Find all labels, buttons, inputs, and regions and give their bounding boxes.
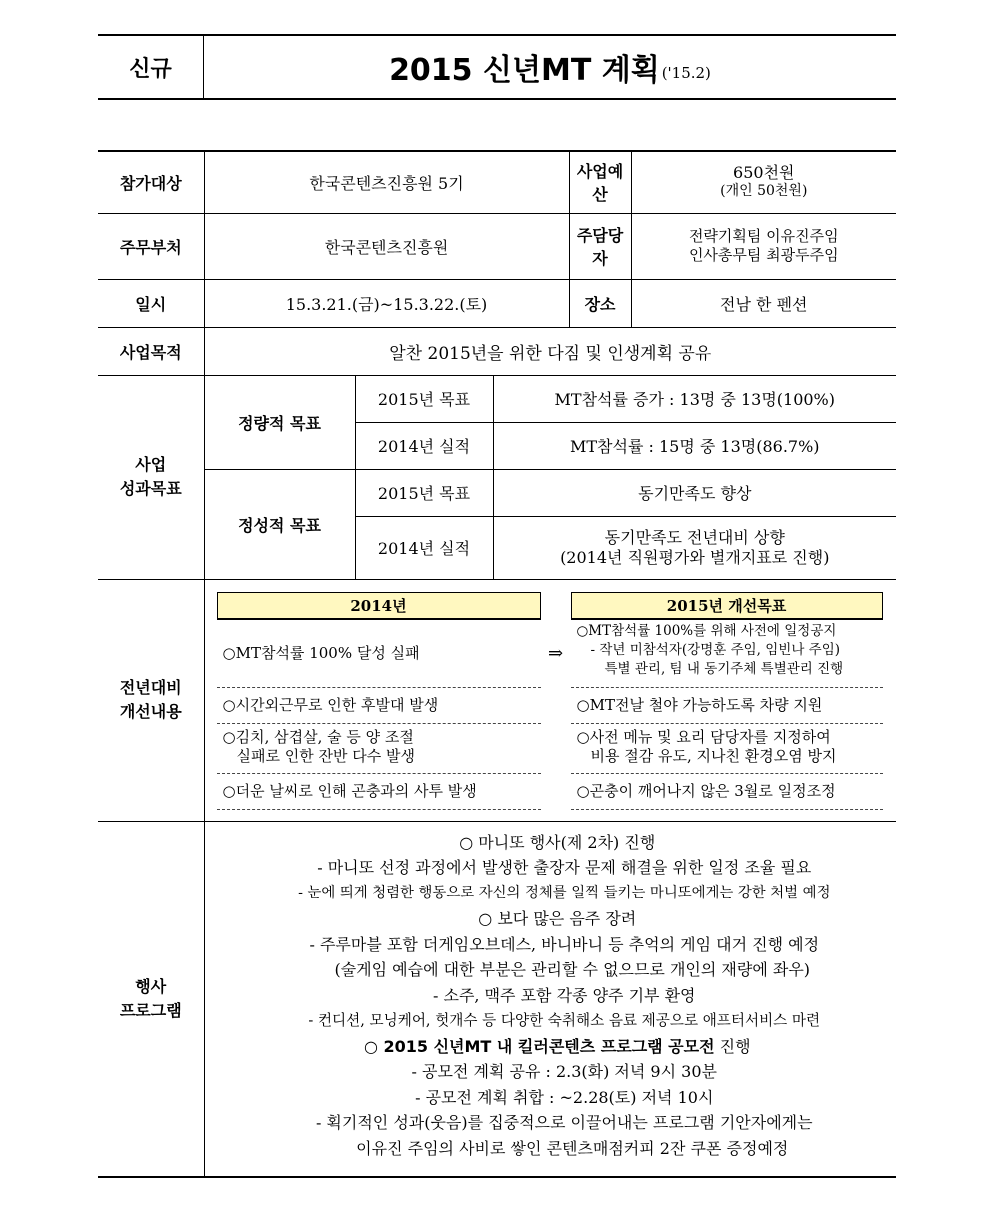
row-participants: [98, 151, 896, 213]
improvement-next-1: [571, 620, 883, 688]
program-line-4: ○ 보다 많은 음주 장려: [478, 909, 637, 928]
participants-value: 한국콘텐츠진흥원 5기: [204, 151, 569, 213]
manager-label: 주담당자: [569, 213, 631, 279]
improvement-label-1: 전년대비: [119, 678, 182, 697]
improvement-head-prev: 2014년: [217, 592, 541, 620]
new-tag: 신규: [98, 36, 204, 98]
improvement-next-2: ○MT전날 철야 가능하도록 차량 지원: [571, 688, 883, 724]
program-line-8: - 컨디션, 모닝케어, 헛개수 등 다양한 숙취해소 음료 제공으로 애프터서비스 마련: [308, 1012, 821, 1029]
dept-value: 한국콘텐츠진흥원: [204, 213, 569, 279]
goal-row-3: [98, 469, 896, 516]
program-line-11: - 공모전 계획 취합 : ~2.28(토) 저녁 10시: [415, 1087, 714, 1107]
budget-total: 650천원: [733, 163, 795, 183]
document-header: [98, 34, 896, 100]
improvement-prev-2: ○시간외근무로 인한 후발대 발생: [217, 688, 541, 724]
goals-label-2: 성과목표: [119, 479, 182, 498]
document-date: ('15.2): [661, 64, 711, 82]
budget-value: [631, 151, 896, 213]
budget-label-cell: [569, 151, 631, 213]
document-title-wrap: [204, 36, 896, 98]
place-label: 장소: [569, 279, 631, 327]
place-value: 전남 한 펜션: [631, 279, 896, 327]
quant-goal-label: 정량적 목표: [204, 375, 355, 469]
budget-personal: (개인 50천원): [720, 183, 808, 200]
improvement-label-2: 개선내용: [119, 702, 182, 721]
dept-label: 주무부처: [98, 213, 204, 279]
improvement-prev-3-line-2: 실패로 인한 잔반 다수 발생: [236, 746, 415, 765]
improvement-next-4: ○곤충이 깨어나지 않은 3월로 일정조정: [571, 774, 883, 810]
goal-period-4: 2014년 실적: [355, 516, 493, 579]
program-line-3: - 눈에 띄게 청렴한 행동으로 자신의 정체를 일찍 들키는 마니또에게는 강한 처벌 예정: [298, 884, 831, 901]
program-contest-title: ○ 2015 신년MT 내 킬러콘텐츠 프로그램 공모전: [363, 1036, 715, 1056]
program-label: [98, 821, 204, 1177]
improvement-prev-3-line-1: ○김치, 삼겹살, 술 등 양 조절: [222, 727, 414, 746]
program-label-1: 행사: [135, 976, 167, 996]
improvement-next-3-line-1: ○사전 메뉴 및 요리 담당자를 지정하여: [576, 727, 831, 746]
improvement-next-3: [571, 724, 883, 774]
goal-content-4-line-2: (2014년 직원평가와 별개지표로 진행): [560, 547, 830, 567]
goal-content-4-line-1: 동기만족도 전년대비 상향: [604, 527, 785, 547]
program-line-6: (술게임 예습에 대한 부분은 관리할 수 없으므로 개인의 재량에 좌우): [334, 960, 811, 979]
program-line-10: - 공모전 계획 공유 : 2.3(화) 저녁 9시 30분: [411, 1062, 717, 1081]
qual-goal-label: 정성적 목표: [204, 469, 355, 579]
budget-label: 사업예산: [576, 162, 624, 205]
improvement-head-next: 2015년 개선목표: [571, 592, 883, 620]
date-value: 15.3.21.(금)~15.3.22.(토): [204, 279, 569, 327]
program-line-2: - 마니또 선정 과정에서 발생한 출장자 문제 해결을 위한 일정 조율 필요: [317, 858, 812, 877]
improvement-grid: [217, 592, 885, 810]
program-line-12: - 획기적인 성과(웃음)를 집중적으로 이끌어내는 프로그램 기안자에게는: [315, 1113, 813, 1132]
goal-content-4: [493, 516, 896, 579]
participants-label: 참가대상: [98, 151, 204, 213]
improvement-content: [204, 579, 896, 821]
improvement-arrow-spacer-2: [541, 688, 571, 724]
row-program: [98, 821, 896, 1177]
plan-table: [98, 150, 896, 1178]
program-line-5: - 주루마블 포함 더게임오브데스, 바니바니 등 추억의 게임 대거 진행 예정: [309, 934, 820, 954]
goal-content-2: MT참석률 : 15명 중 13명(86.7%): [493, 422, 896, 469]
manager-1: 전략기획팀 이유진주임: [688, 227, 839, 245]
goal-row-1: [98, 375, 896, 422]
program-line-9: [229, 1034, 887, 1060]
row-date: [98, 279, 896, 327]
improvement-arrow-spacer-3: [541, 724, 571, 774]
program-label-2: 프로그램: [119, 1000, 182, 1020]
improvement-next-1-line-2: - 작년 미참석자(강명훈 주임, 임빈나 주임): [590, 641, 840, 658]
goal-period-1: 2015년 목표: [355, 375, 493, 422]
goals-label-1: 사업: [135, 455, 167, 474]
program-content: [204, 821, 896, 1177]
program-contest-suffix: 진행: [719, 1036, 751, 1056]
goal-content-3: 동기만족도 향상: [493, 469, 896, 516]
improvement-prev-1: ○MT참석률 100% 달성 실패: [217, 620, 541, 688]
improvement-label: [98, 579, 204, 821]
program-line-7: - 소주, 맥주 포함 각종 양주 기부 환영: [433, 985, 696, 1005]
document-title: 2015 신년MT 계획: [389, 53, 660, 88]
manager-value: [631, 213, 896, 279]
purpose-label: 사업목적: [98, 327, 204, 375]
manager-2: 인사총무팀 최광두주임: [688, 246, 839, 264]
improvement-next-3-line-2: 비용 절감 유도, 지나친 환경오염 방지: [590, 746, 837, 765]
purpose-value: 알찬 2015년을 위한 다짐 및 인생계획 공유: [204, 327, 896, 375]
program-line-1: ○ 마니또 행사(제 2차) 진행: [459, 832, 656, 852]
improvement-arrow-spacer-4: [541, 774, 571, 810]
improvement-prev-4: ○더운 날씨로 인해 곤충과의 사투 발생: [217, 774, 541, 810]
row-department: [98, 213, 896, 279]
goal-content-1: MT참석률 증가 : 13명 중 13명(100%): [493, 375, 896, 422]
goal-period-2: 2014년 실적: [355, 422, 493, 469]
goals-label: [98, 375, 204, 579]
improvement-next-1-line-3: 특별 관리, 팀 내 동기주체 특별관리 진행: [604, 660, 844, 677]
improvement-prev-3: [217, 724, 541, 774]
date-label: 일시: [98, 279, 204, 327]
row-improvement: [98, 579, 896, 821]
improvement-head-spacer: [541, 592, 571, 620]
row-purpose: [98, 327, 896, 375]
arrow-icon: ⇒: [547, 643, 564, 664]
program-line-13: 이유진 주임의 사비로 쌓인 콘텐츠매점커피 2잔 쿠폰 증정예정: [356, 1138, 789, 1158]
goal-period-3: 2015년 목표: [355, 469, 493, 516]
improvement-next-1-line-1: ○MT참석률 100%를 위해 사전에 일정공지: [576, 622, 837, 639]
